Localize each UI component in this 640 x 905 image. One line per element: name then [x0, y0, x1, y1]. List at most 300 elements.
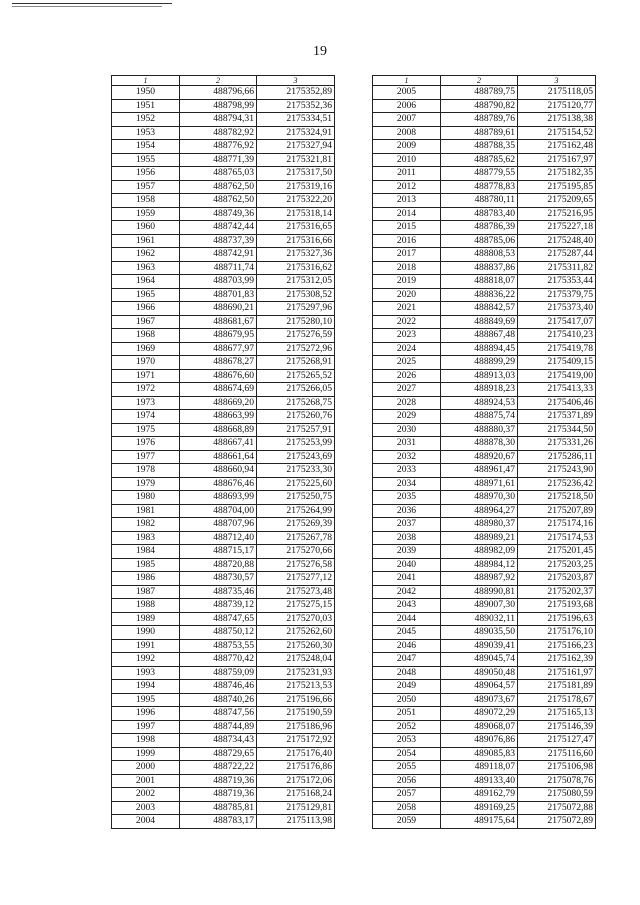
point-number: 2059	[373, 815, 441, 829]
table-row	[112, 342, 335, 356]
coordinates-table-right	[372, 75, 596, 829]
point-number: 2046	[373, 639, 441, 653]
coordinate-y: 2175138,38	[518, 113, 596, 127]
coordinate-y: 2175277,12	[257, 572, 335, 586]
point-number: 1995	[112, 693, 180, 707]
table-row	[112, 639, 335, 653]
point-number: 1988	[112, 599, 180, 613]
coordinate-y: 2175162,48	[518, 140, 596, 154]
point-number: 1969	[112, 342, 180, 356]
point-number: 1985	[112, 558, 180, 572]
table-row	[112, 315, 335, 329]
coordinate-x: 488667,41	[180, 437, 257, 451]
coordinate-x: 488762,50	[180, 194, 257, 208]
coordinate-x: 488776,92	[180, 140, 257, 154]
coordinate-x: 488739,12	[180, 599, 257, 613]
point-number: 2029	[373, 410, 441, 424]
coordinate-x: 488789,75	[441, 86, 518, 100]
table-row	[112, 113, 335, 127]
point-number: 2013	[373, 194, 441, 208]
coordinate-x: 488782,92	[180, 126, 257, 140]
coordinate-x: 488924,53	[441, 396, 518, 410]
coordinate-y: 2175379,75	[518, 288, 596, 302]
point-number: 1998	[112, 734, 180, 748]
point-number: 1990	[112, 626, 180, 640]
coordinate-x: 488961,47	[441, 464, 518, 478]
column-header-y: 3	[257, 76, 335, 86]
table-row	[373, 653, 596, 667]
coordinate-y: 2175253,99	[257, 437, 335, 451]
point-number: 1980	[112, 491, 180, 505]
coordinate-x: 488918,23	[441, 383, 518, 397]
point-number: 2010	[373, 153, 441, 167]
coordinate-x: 489133,40	[441, 774, 518, 788]
coordinate-x: 489050,48	[441, 666, 518, 680]
coordinate-y: 2175371,89	[518, 410, 596, 424]
table-row	[112, 599, 335, 613]
table-row	[373, 734, 596, 748]
coordinate-x: 489064,57	[441, 680, 518, 694]
point-number: 1982	[112, 518, 180, 532]
coordinate-x: 488663,99	[180, 410, 257, 424]
point-number: 2004	[112, 815, 180, 829]
table-row	[112, 612, 335, 626]
coordinate-y: 2175276,59	[257, 329, 335, 343]
coordinate-y: 2175268,91	[257, 356, 335, 370]
table-row	[112, 302, 335, 316]
coordinate-x: 488808,53	[441, 248, 518, 262]
table-row	[373, 221, 596, 235]
point-number: 2002	[112, 788, 180, 802]
point-number: 2048	[373, 666, 441, 680]
point-number: 2011	[373, 167, 441, 181]
table-row	[112, 531, 335, 545]
coordinate-y: 2175419,00	[518, 369, 596, 383]
coordinate-x: 489175,64	[441, 815, 518, 829]
point-number: 1970	[112, 356, 180, 370]
table-row	[373, 572, 596, 586]
coordinate-y: 2175176,10	[518, 626, 596, 640]
coordinate-x: 488740,26	[180, 693, 257, 707]
coordinate-y: 2175127,47	[518, 734, 596, 748]
table-row	[373, 761, 596, 775]
coordinate-y: 2175236,42	[518, 477, 596, 491]
coordinate-x: 488878,30	[441, 437, 518, 451]
point-number: 1961	[112, 234, 180, 248]
point-number: 2050	[373, 693, 441, 707]
table-body-left	[112, 86, 335, 829]
coordinate-y: 2175353,44	[518, 275, 596, 289]
point-number: 2019	[373, 275, 441, 289]
table-row	[112, 248, 335, 262]
table-row	[112, 261, 335, 275]
coordinate-y: 2175196,66	[257, 693, 335, 707]
point-number: 2043	[373, 599, 441, 613]
table-row	[112, 396, 335, 410]
coordinate-x: 488661,64	[180, 450, 257, 464]
point-number: 1967	[112, 315, 180, 329]
table-row	[112, 234, 335, 248]
coordinate-y: 2175318,14	[257, 207, 335, 221]
table-row	[373, 720, 596, 734]
point-number: 2025	[373, 356, 441, 370]
point-number: 2038	[373, 531, 441, 545]
point-number: 1960	[112, 221, 180, 235]
coordinate-y: 2175248,40	[518, 234, 596, 248]
point-number: 1978	[112, 464, 180, 478]
table-row	[373, 504, 596, 518]
coordinate-x: 488660,94	[180, 464, 257, 478]
table-row	[112, 194, 335, 208]
point-number: 2003	[112, 801, 180, 815]
point-number: 1975	[112, 423, 180, 437]
coordinate-x: 488730,57	[180, 572, 257, 586]
coordinate-x: 488712,40	[180, 531, 257, 545]
coordinate-y: 2175172,92	[257, 734, 335, 748]
coordinate-x: 488788,35	[441, 140, 518, 154]
coordinate-x: 488742,44	[180, 221, 257, 235]
point-number: 1984	[112, 545, 180, 559]
coordinate-x: 488770,42	[180, 653, 257, 667]
coordinate-y: 2175186,96	[257, 720, 335, 734]
point-number: 1981	[112, 504, 180, 518]
coordinate-x: 488796,66	[180, 86, 257, 100]
coordinate-x: 488703,99	[180, 275, 257, 289]
table-row	[112, 437, 335, 451]
coordinate-y: 2175316,62	[257, 261, 335, 275]
coordinate-y: 2175352,36	[257, 99, 335, 113]
table-row	[373, 747, 596, 761]
point-number: 1989	[112, 612, 180, 626]
coordinate-y: 2175275,15	[257, 599, 335, 613]
coordinate-y: 2175190,59	[257, 707, 335, 721]
coordinate-y: 2175195,85	[518, 180, 596, 194]
point-number: 1962	[112, 248, 180, 262]
point-number: 1951	[112, 99, 180, 113]
point-number: 2018	[373, 261, 441, 275]
coordinate-x: 489162,79	[441, 788, 518, 802]
coordinate-x: 488779,55	[441, 167, 518, 181]
point-number: 2008	[373, 126, 441, 140]
point-number: 2039	[373, 545, 441, 559]
coordinate-y: 2175327,36	[257, 248, 335, 262]
coordinate-x: 488913,03	[441, 369, 518, 383]
coordinate-y: 2175243,90	[518, 464, 596, 478]
point-number: 1959	[112, 207, 180, 221]
point-number: 2021	[373, 302, 441, 316]
coordinate-x: 488783,17	[180, 815, 257, 829]
point-number: 1953	[112, 126, 180, 140]
point-number: 2034	[373, 477, 441, 491]
coordinate-x: 488880,37	[441, 423, 518, 437]
coordinate-y: 2175267,78	[257, 531, 335, 545]
table-row	[112, 734, 335, 748]
table-row	[112, 666, 335, 680]
coordinate-x: 488798,99	[180, 99, 257, 113]
table-row	[112, 707, 335, 721]
coordinate-y: 2175116,60	[518, 747, 596, 761]
coordinate-y: 2175106,98	[518, 761, 596, 775]
coordinate-x: 488982,09	[441, 545, 518, 559]
coordinate-x: 488678,27	[180, 356, 257, 370]
coordinate-x: 488715,17	[180, 545, 257, 559]
coordinate-x: 488711,74	[180, 261, 257, 275]
coordinate-x: 489035,50	[441, 626, 518, 640]
table-row	[112, 86, 335, 100]
coordinate-x: 488734,43	[180, 734, 257, 748]
table-row	[112, 275, 335, 289]
table-row	[373, 167, 596, 181]
table-row	[373, 207, 596, 221]
coordinate-y: 2175409,15	[518, 356, 596, 370]
coordinate-x: 488747,65	[180, 612, 257, 626]
point-number: 1955	[112, 153, 180, 167]
coordinate-x: 488984,12	[441, 558, 518, 572]
table-row	[373, 491, 596, 505]
table-row	[112, 653, 335, 667]
coordinate-y: 2175165,13	[518, 707, 596, 721]
table-row	[112, 207, 335, 221]
coordinate-x: 488669,20	[180, 396, 257, 410]
table-row	[373, 518, 596, 532]
coordinate-x: 488729,65	[180, 747, 257, 761]
coordinate-x: 488920,67	[441, 450, 518, 464]
coordinate-x: 488970,30	[441, 491, 518, 505]
coordinate-y: 2175317,50	[257, 167, 335, 181]
table-row	[373, 815, 596, 829]
coordinate-y: 2175308,52	[257, 288, 335, 302]
point-number: 2049	[373, 680, 441, 694]
table-row	[373, 180, 596, 194]
coordinate-x: 488677,97	[180, 342, 257, 356]
point-number: 2044	[373, 612, 441, 626]
coordinate-y: 2175113,98	[257, 815, 335, 829]
coordinate-y: 2175227,18	[518, 221, 596, 235]
coordinate-x: 488778,83	[441, 180, 518, 194]
coordinate-y: 2175297,96	[257, 302, 335, 316]
table-row	[112, 410, 335, 424]
coordinate-y: 2175286,11	[518, 450, 596, 464]
table-row	[112, 477, 335, 491]
coordinate-x: 488971,61	[441, 477, 518, 491]
coordinate-x: 488719,36	[180, 788, 257, 802]
coordinate-y: 2175276,58	[257, 558, 335, 572]
table-row	[373, 86, 596, 100]
coordinate-y: 2175269,39	[257, 518, 335, 532]
coordinate-x: 488989,21	[441, 531, 518, 545]
coordinate-x: 489032,11	[441, 612, 518, 626]
point-number: 2055	[373, 761, 441, 775]
table-row	[373, 383, 596, 397]
column-header-point: 1	[373, 76, 441, 86]
table-row	[373, 599, 596, 613]
table-row	[373, 234, 596, 248]
coordinate-x: 488679,95	[180, 329, 257, 343]
coordinate-x: 488899,29	[441, 356, 518, 370]
column-header-y: 3	[518, 76, 596, 86]
coordinate-x: 488742,91	[180, 248, 257, 262]
coordinate-y: 2175167,97	[518, 153, 596, 167]
coordinate-x: 488818,07	[441, 275, 518, 289]
coordinate-x: 489076,86	[441, 734, 518, 748]
coordinate-x: 489068,07	[441, 720, 518, 734]
point-number: 2056	[373, 774, 441, 788]
table-row	[373, 99, 596, 113]
coordinate-x: 488849,69	[441, 315, 518, 329]
coordinate-y: 2175072,88	[518, 801, 596, 815]
table-row	[112, 491, 335, 505]
table-row	[373, 396, 596, 410]
point-number: 2017	[373, 248, 441, 262]
coordinate-y: 2175257,91	[257, 423, 335, 437]
point-number: 1994	[112, 680, 180, 694]
point-number: 1954	[112, 140, 180, 154]
coordinate-y: 2175201,45	[518, 545, 596, 559]
point-number: 1966	[112, 302, 180, 316]
point-number: 2012	[373, 180, 441, 194]
coordinate-y: 2175203,87	[518, 572, 596, 586]
coordinate-y: 2175316,65	[257, 221, 335, 235]
coordinate-x: 488753,55	[180, 639, 257, 653]
point-number: 2024	[373, 342, 441, 356]
coordinate-x: 488780,11	[441, 194, 518, 208]
coordinate-x: 488735,46	[180, 585, 257, 599]
coordinate-x: 488771,39	[180, 153, 257, 167]
table-row	[112, 167, 335, 181]
coordinate-y: 2175196,63	[518, 612, 596, 626]
table-row	[112, 153, 335, 167]
coordinate-x: 488737,39	[180, 234, 257, 248]
table-row	[112, 140, 335, 154]
coordinate-y: 2175311,82	[518, 261, 596, 275]
coordinate-y: 2175080,59	[518, 788, 596, 802]
coordinate-y: 2175161,97	[518, 666, 596, 680]
point-number: 2032	[373, 450, 441, 464]
table-row	[373, 153, 596, 167]
point-number: 2007	[373, 113, 441, 127]
point-number: 1971	[112, 369, 180, 383]
coordinate-x: 488964,27	[441, 504, 518, 518]
point-number: 1957	[112, 180, 180, 194]
coordinate-x: 489039,41	[441, 639, 518, 653]
coordinate-x: 488744,89	[180, 720, 257, 734]
coordinate-y: 2175129,81	[257, 801, 335, 815]
coordinate-x: 488789,61	[441, 126, 518, 140]
point-number: 1997	[112, 720, 180, 734]
point-number: 2026	[373, 369, 441, 383]
coordinate-x: 488842,57	[441, 302, 518, 316]
table-row	[373, 788, 596, 802]
point-number: 2041	[373, 572, 441, 586]
point-number: 2036	[373, 504, 441, 518]
table-row	[373, 680, 596, 694]
point-number: 2028	[373, 396, 441, 410]
point-number: 2023	[373, 329, 441, 343]
point-number: 1964	[112, 275, 180, 289]
coordinate-x: 488867,48	[441, 329, 518, 343]
coordinate-x: 488719,36	[180, 774, 257, 788]
coordinate-x: 488676,60	[180, 369, 257, 383]
table-row	[373, 248, 596, 262]
coordinate-x: 488980,37	[441, 518, 518, 532]
point-number: 1983	[112, 531, 180, 545]
table-row	[112, 774, 335, 788]
table-row	[373, 302, 596, 316]
coordinate-x: 488875,74	[441, 410, 518, 424]
point-number: 2051	[373, 707, 441, 721]
coordinate-y: 2175419,78	[518, 342, 596, 356]
coordinate-y: 2175373,40	[518, 302, 596, 316]
coordinate-x: 488750,12	[180, 626, 257, 640]
coordinate-y: 2175207,89	[518, 504, 596, 518]
table-header-row	[112, 76, 335, 86]
column-header-point: 1	[112, 76, 180, 86]
table-row	[373, 666, 596, 680]
table-row	[373, 545, 596, 559]
coordinate-y: 2175218,50	[518, 491, 596, 505]
coordinate-y: 2175264,99	[257, 504, 335, 518]
coordinate-x: 488783,40	[441, 207, 518, 221]
coordinate-x: 488746,46	[180, 680, 257, 694]
coordinate-y: 2175272,96	[257, 342, 335, 356]
coordinate-y: 2175172,06	[257, 774, 335, 788]
coordinate-y: 2175268,75	[257, 396, 335, 410]
coordinate-x: 488790,82	[441, 99, 518, 113]
coordinate-y: 2175265,52	[257, 369, 335, 383]
point-number: 2016	[373, 234, 441, 248]
point-number: 1993	[112, 666, 180, 680]
coordinate-y: 2175203,25	[518, 558, 596, 572]
point-number: 2014	[373, 207, 441, 221]
coordinate-y: 2175322,20	[257, 194, 335, 208]
coordinate-x: 488765,03	[180, 167, 257, 181]
coordinate-y: 2175162,39	[518, 653, 596, 667]
point-number: 1986	[112, 572, 180, 586]
table-row	[112, 464, 335, 478]
column-header-x: 2	[180, 76, 257, 86]
table-row	[112, 558, 335, 572]
table-row	[112, 423, 335, 437]
point-number: 1987	[112, 585, 180, 599]
coordinate-y: 2175243,69	[257, 450, 335, 464]
point-number: 2057	[373, 788, 441, 802]
coordinate-y: 2175166,23	[518, 639, 596, 653]
coordinate-y: 2175193,68	[518, 599, 596, 613]
table-row	[373, 261, 596, 275]
point-number: 1972	[112, 383, 180, 397]
coordinate-x: 489007,30	[441, 599, 518, 613]
coordinate-y: 2175270,66	[257, 545, 335, 559]
point-number: 2022	[373, 315, 441, 329]
coordinate-y: 2175334,51	[257, 113, 335, 127]
coordinate-y: 2175270,03	[257, 612, 335, 626]
coordinate-y: 2175413,33	[518, 383, 596, 397]
table-row	[112, 518, 335, 532]
coordinate-y: 2175287,44	[518, 248, 596, 262]
coordinate-y: 2175118,05	[518, 86, 596, 100]
point-number: 1999	[112, 747, 180, 761]
coordinate-y: 2175406,46	[518, 396, 596, 410]
table-row	[112, 99, 335, 113]
coordinate-y: 2175182,35	[518, 167, 596, 181]
coordinate-x: 488722,22	[180, 761, 257, 775]
table-row	[112, 221, 335, 235]
table-row	[373, 801, 596, 815]
table-row	[112, 504, 335, 518]
point-number: 2045	[373, 626, 441, 640]
table-row	[373, 356, 596, 370]
coordinate-x: 489118,07	[441, 761, 518, 775]
